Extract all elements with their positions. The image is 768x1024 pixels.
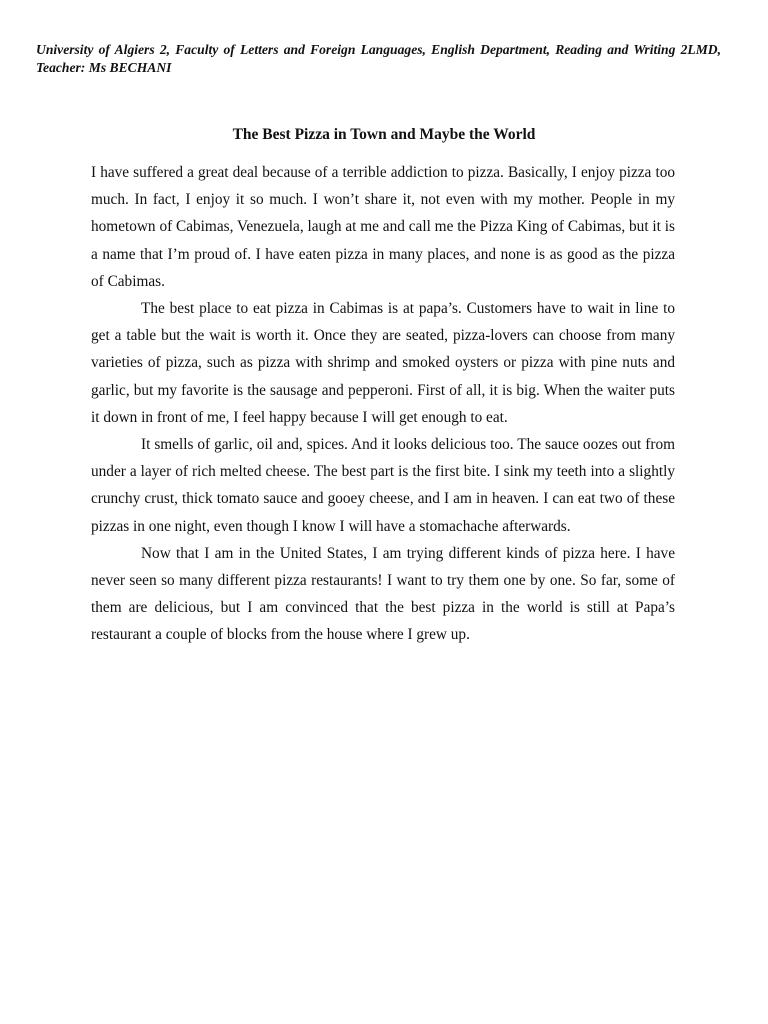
paragraph-2: The best place to eat pizza in Cabimas is at papa’s. Customers have to wait in line to get a table but the wait is worth it. Once they are seated, pizza-lovers can choose from many varieties of pizza, such as pizza with shrimp and smoked oysters or pizza with pine nuts and garlic, but my favorite is the sausage and pepperoni. First of all, it is big. When the waiter puts it down in front of me, I feel happy because I will get enough to eat. bbox=[91, 300, 675, 426]
paragraph-4: Now that I am in the United States, I am trying different kinds of pizza here. I have never seen so many different pizza restaurants! I want to try them one by one. So far, some of them are delicious, but I am convinced that the best pizza in the world is still at Papa’s restaurant a couple of blocks from the house where I grew up. bbox=[91, 544, 675, 644]
essay-title: The Best Pizza in Town and Maybe the World bbox=[232, 126, 536, 143]
paragraph-3: It smells of garlic, oil and, spices. And it looks delicious too. The sauce oozes out from under a layer of rich melted cheese. The best part is the first bite. I sink my teeth into a slightly crunchy crust, thick tomato sauce and gooey cheese, and I am in heaven. I can eat two of these pizzas in one night, even though I know I will have a stomachache afterwards. bbox=[91, 436, 675, 535]
paragraph-1: I have suffered a great deal because of a terrible addiction to pizza. Basically, I enjoy pizza too much. In fact, I enjoy it so much. I won’t share it, not even with my mother. People in my hometown of Cabimas, Venezuela, laugh at me and call me the Pizza King of Cabimas, but it is a name that I’m proud of. I have eaten pizza in many places, and none is as good as the pizza of Cabimas. bbox=[91, 164, 675, 290]
essay-body bbox=[91, 159, 675, 649]
course-header: University of Algiers 2, Faculty of Letters and Foreign Languages, English Department, Reading and Writing 2LMD, Teacher: Ms BECHANI bbox=[36, 42, 721, 75]
